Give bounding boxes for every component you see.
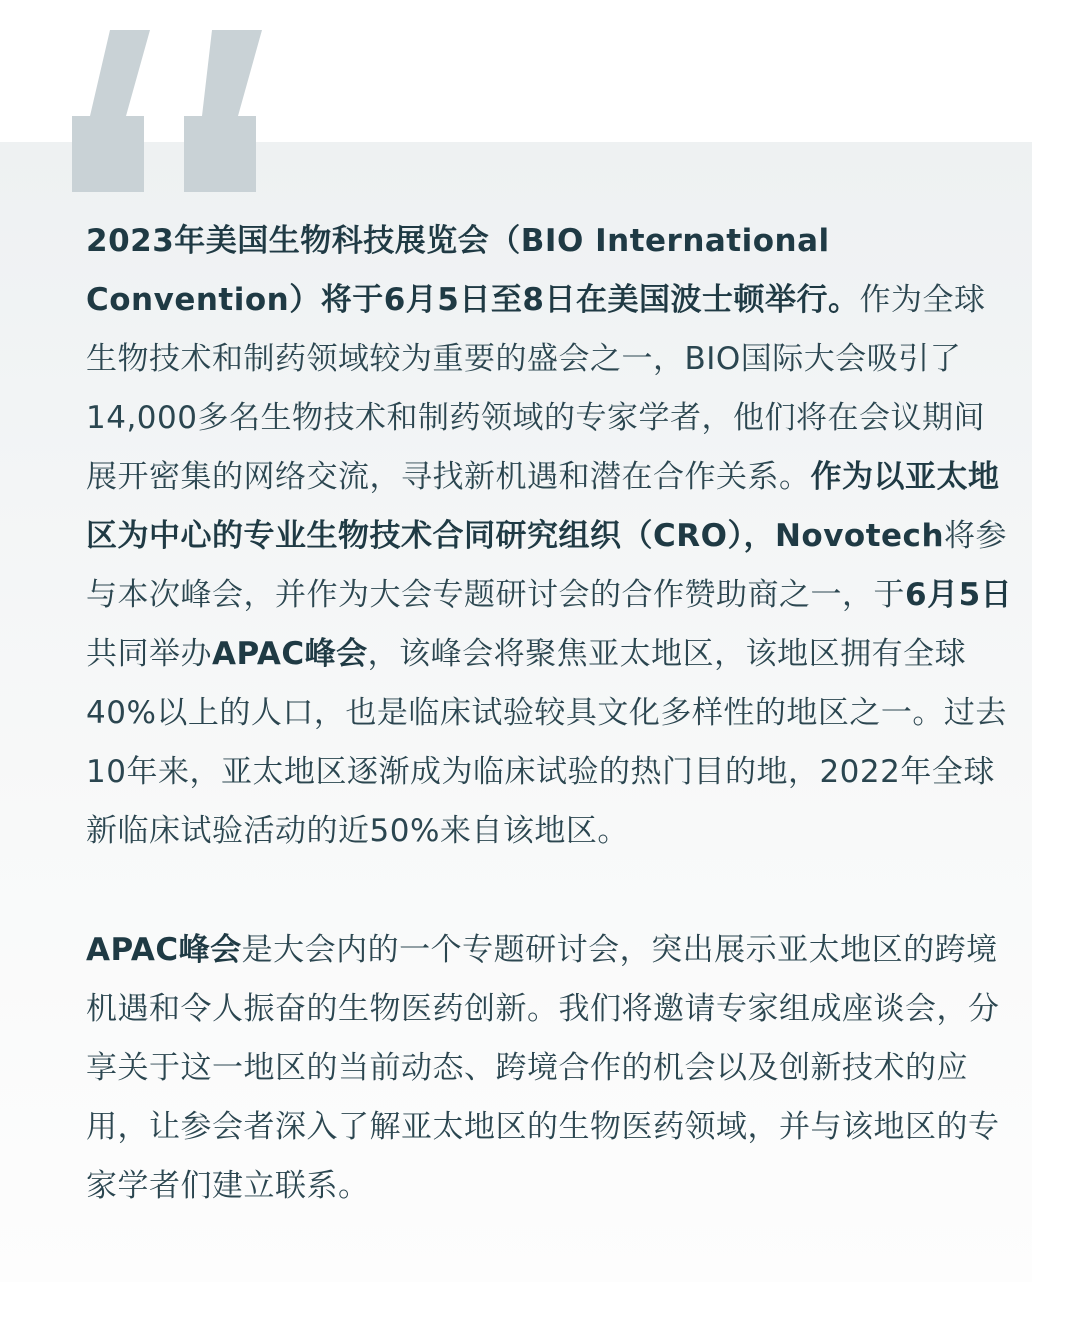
- event-headline: 2023年美国生物科技展览会（BIO International Convention）将于6月5日至8日在美国波士顿举行。: [86, 223, 860, 318]
- event-description: 作为全球生物技术和制药领域较为重要的盛会之一，BIO国际大会吸引了14,000多名生物技术和制药领域的专家学者，他们将在会议期间展开密集的网络交流，寻找新机遇和潜在合作关系。: [86, 282, 986, 495]
- paragraph-intro: [86, 212, 1016, 861]
- sponsor-text: 将参与本次峰会，并作为大会专题研讨会的合作赞助商之一，于: [86, 518, 1008, 613]
- novotech-cro-intro: 作为以亚太地区为中心的专业生物技术合同研究组织（CRO），Novotech: [86, 459, 1000, 554]
- article-body: [86, 212, 1016, 1216]
- event-date: 6月5日: [905, 577, 1013, 613]
- paragraph-apac-summit: [86, 921, 1016, 1216]
- apac-summit-name: APAC峰会: [212, 636, 368, 672]
- quotation-mark-icon: [172, 30, 272, 192]
- apac-summit-name: APAC峰会: [86, 932, 242, 968]
- quotation-mark-icon: [70, 30, 170, 192]
- co-host-text: 共同举办: [86, 636, 212, 672]
- apac-region-text: ，该峰会将聚焦亚太地区，该地区拥有全球40%以上的人口，也是临床试验较具文化多样性的地区之一。过去10年来，亚太地区逐渐成为临床试验的热门目的地，2022年全球新临床试验活动的近50%来自该地区。: [86, 636, 1007, 849]
- apac-summit-description: 是大会内的一个专题研讨会，突出展示亚太地区的跨境机遇和令人振奋的生物医药创新。我们将邀请专家组成座谈会，分享关于这一地区的当前动态、跨境合作的机会以及创新技术的应用，让参会者深入了解亚太地区的生物医药领域，并与该地区的专家学者们建立联系。: [86, 932, 1000, 1204]
